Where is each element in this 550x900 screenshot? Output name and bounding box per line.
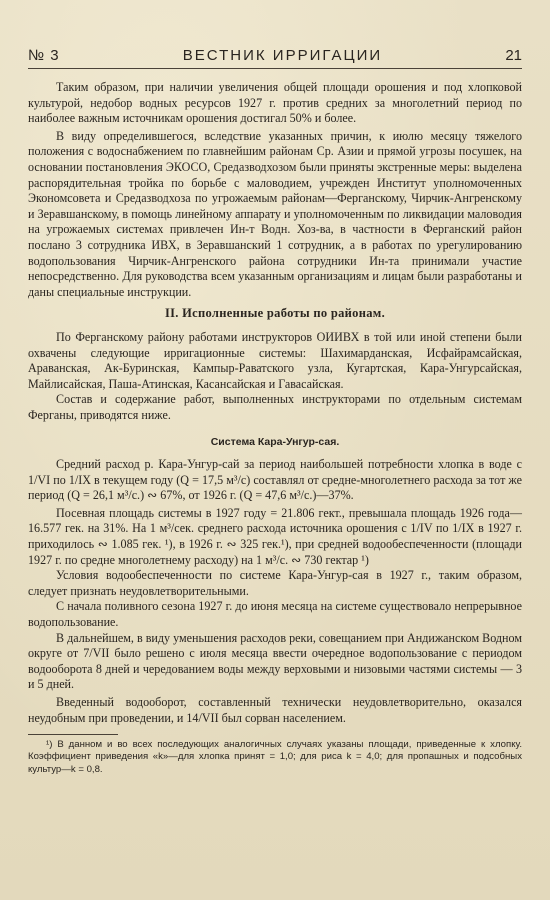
footnote-divider: [28, 734, 118, 735]
section-title: II. Исполненные работы по районам.: [164, 306, 386, 321]
subsection-title: Система Кара-Унгур-сая.: [210, 436, 340, 449]
article-body: [28, 80, 522, 776]
page-header: [28, 42, 522, 69]
journal-title: ВЕСТНИК ИРРИГАЦИИ: [182, 46, 383, 64]
footnote: [28, 739, 522, 776]
paragraph: Средний расход р. Кара-Унгур-сай за период наибольшей потребности хлопка в воде с 1/VI по 1/IX в текущем году (Q = 17,5 м³/с) составлял от средне-многолетнего расхода за тот же период (Q = 26,1 м³/с.) ∾ 67%, от 1926 г. (Q = 47,6 м³/с.)—37%.: [28, 457, 522, 503]
footnote-text: ¹) В данном и во всех последующих аналогичных случаях указаны площади, приведенные к хлопку. Коэффициент приведения «k»—для хлопка принят = 1,0; для риса k = 4,0; для пропашных и подсобных культур—k = 0,8.: [28, 739, 522, 775]
paragraph: В дальнейшем, в виду уменьшения расходов реки, совещанием при Андижанском Водном округе от 7/VII было решено с июля месяца ввести очередное водопользование с периодом водооборота 8 дней и чередованием воды между верховыми и низовыми частями системы — 3 и 5 дней.: [28, 630, 522, 692]
paragraph: Таким образом, при наличии увеличения общей площади орошения и под хлопковой культурой, недобор водных ресурсов 1927 г. против средних за многолетний период по наиболее важным источникам орошения достигал 50% и более.: [28, 80, 522, 126]
paragraph: В виду определившегося, вследствие указанных причин, к июлю месяцу тяжелого положения с водоснабжением по главнейшим районам Ср. Азии и прямой угрозы посушек, на основании постановления ЭКОСО, Средазводхозом были приняты экстренные меры: выделена распорядительная тройка по борьбе с маловодием, учрежден Институт уполномоченных Экономсовета и Средазводхоза по угрожаемым районам—Ферганскому, Чирчик-Ангренскому и Зеравшанскому, в помощь линейному аппарату и уполномоченным по ликвидации маловодия на угрожаемых системах привлечен Ин-т Водн. Хоз-ва, в частности в Ферганский район послано 3 сотрудника ИВХ, в Зеравшанский 1 сотрудник, а в работах по урегулированию водопользования Чирчик-Ангренского района сотрудники Ин-та принимали участие непосредственно. Для руководства всем указанным организациям и лицам были разработаны и даны специальные инструкции.: [28, 128, 522, 299]
paragraph: Введенный водооборот, составленный технически неудовлетворительно, оказался неудобным при проведении, и 14/VII был сорван населением.: [28, 694, 522, 725]
page-number: 21: [505, 46, 522, 64]
paragraph: Состав и содержание работ, выполненных инструкторами по отдельным системам Ферганы, приводятся ниже.: [28, 392, 522, 422]
paragraph: По Ферганскому району работами инструкторов ОИИВХ в той или иной степени были охвачены следующие ирригационные системы: Шахимарданская, Исфайрамсайская, Араванская, Ак-Буринская, Кампыр-Раватского узла, Кугартская, Кара-Унгурсайская, Майлисайская, Паша-Атинская, Касансайская и Гавасайская.: [28, 329, 522, 391]
issue-number: № 3: [28, 46, 60, 64]
paragraph: Посевная площадь системы в 1927 году = 21.806 гект., превышала площадь 1926 года—16.577 гек. на 31%. На 1 м³/сек. среднего расхода источника орошения с 1/IV по 1/IX в 1927 г. приходилось ∾ 1.085 гек. ¹), в 1926 г. ∾ 325 гек.¹), при средней водообеспеченности (площади 1927 г. по средне многолетнему расходу) на 1 м³/с. ∾ 730 гектар ¹): [28, 505, 522, 567]
paragraph: Условия водообеспеченности по системе Кара-Унгур-сая в 1927 г., таким образом, следует признать неудовлетворительными.: [28, 568, 522, 598]
paragraph: С начала поливного сезона 1927 г. до июня месяца на системе существовало непрерывное водопользование.: [28, 599, 522, 629]
